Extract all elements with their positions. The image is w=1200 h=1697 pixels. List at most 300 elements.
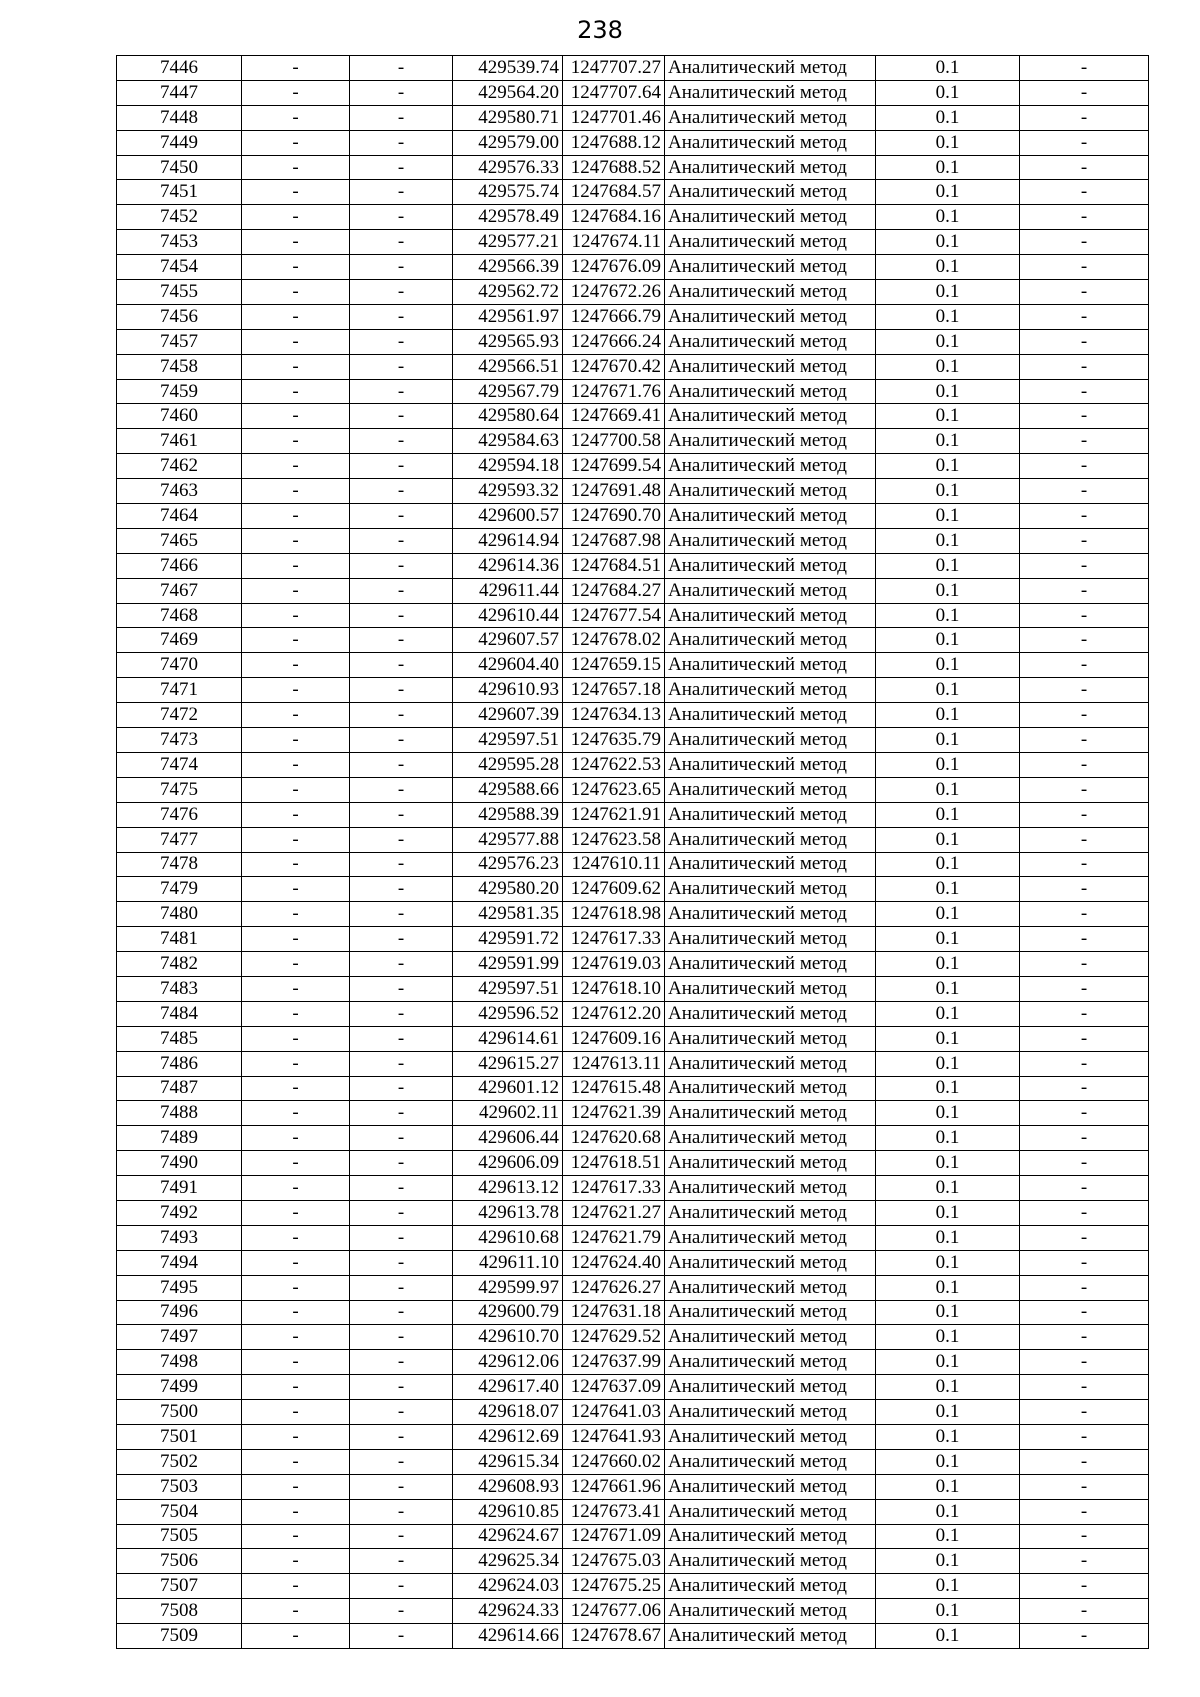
x-coordinate: 429601.12 [453, 1076, 563, 1101]
accuracy: 0.1 [876, 56, 1020, 81]
y-coordinate: 1247619.03 [563, 952, 665, 977]
method: Аналитический метод [665, 1549, 876, 1574]
table-row [117, 1250, 1149, 1275]
cell-col2: - [242, 976, 350, 1001]
y-coordinate: 1247637.09 [563, 1375, 665, 1400]
accuracy: 0.1 [876, 777, 1020, 802]
accuracy: 0.1 [876, 703, 1020, 728]
cell-col2: - [242, 1126, 350, 1151]
x-coordinate: 429580.20 [453, 877, 563, 902]
cell-col2: - [242, 1026, 350, 1051]
cell-col3: - [350, 1449, 453, 1474]
method: Аналитический метод [665, 1126, 876, 1151]
table-row [117, 1424, 1149, 1449]
accuracy: 0.1 [876, 728, 1020, 753]
coordinates-table-body [117, 56, 1149, 1649]
cell-col3: - [350, 802, 453, 827]
y-coordinate: 1247631.18 [563, 1300, 665, 1325]
method: Аналитический метод [665, 1076, 876, 1101]
accuracy: 0.1 [876, 1499, 1020, 1524]
x-coordinate: 429562.72 [453, 280, 563, 305]
table-row [117, 80, 1149, 105]
x-coordinate: 429604.40 [453, 653, 563, 678]
accuracy: 0.1 [876, 354, 1020, 379]
table-row [117, 603, 1149, 628]
y-coordinate: 1247666.79 [563, 304, 665, 329]
method: Аналитический метод [665, 1350, 876, 1375]
cell-col3: - [350, 1051, 453, 1076]
x-coordinate: 429600.57 [453, 504, 563, 529]
cell-col2: - [242, 728, 350, 753]
method: Аналитический метод [665, 205, 876, 230]
cell-col8: - [1020, 1275, 1149, 1300]
cell-col8: - [1020, 653, 1149, 678]
point-number: 7448 [117, 105, 242, 130]
x-coordinate: 429577.88 [453, 827, 563, 852]
point-number: 7456 [117, 304, 242, 329]
method: Аналитический метод [665, 1101, 876, 1126]
cell-col8: - [1020, 1250, 1149, 1275]
cell-col8: - [1020, 56, 1149, 81]
cell-col8: - [1020, 927, 1149, 952]
accuracy: 0.1 [876, 155, 1020, 180]
method: Аналитический метод [665, 1026, 876, 1051]
cell-col3: - [350, 1176, 453, 1201]
table-row [117, 927, 1149, 952]
cell-col2: - [242, 578, 350, 603]
table-row [117, 379, 1149, 404]
point-number: 7501 [117, 1424, 242, 1449]
cell-col2: - [242, 1101, 350, 1126]
point-number: 7499 [117, 1375, 242, 1400]
cell-col8: - [1020, 1076, 1149, 1101]
cell-col3: - [350, 155, 453, 180]
cell-col3: - [350, 678, 453, 703]
cell-col2: - [242, 180, 350, 205]
y-coordinate: 1247699.54 [563, 454, 665, 479]
x-coordinate: 429567.79 [453, 379, 563, 404]
cell-col3: - [350, 827, 453, 852]
cell-col3: - [350, 628, 453, 653]
table-row [117, 1400, 1149, 1425]
y-coordinate: 1247684.16 [563, 205, 665, 230]
cell-col3: - [350, 1574, 453, 1599]
y-coordinate: 1247678.67 [563, 1624, 665, 1649]
cell-col8: - [1020, 80, 1149, 105]
y-coordinate: 1247618.51 [563, 1151, 665, 1176]
table-row [117, 678, 1149, 703]
cell-col3: - [350, 1474, 453, 1499]
cell-col3: - [350, 1076, 453, 1101]
x-coordinate: 429614.61 [453, 1026, 563, 1051]
cell-col8: - [1020, 902, 1149, 927]
cell-col3: - [350, 1599, 453, 1624]
cell-col2: - [242, 802, 350, 827]
cell-col8: - [1020, 1624, 1149, 1649]
accuracy: 0.1 [876, 553, 1020, 578]
method: Аналитический метод [665, 329, 876, 354]
cell-col8: - [1020, 504, 1149, 529]
method: Аналитический метод [665, 1599, 876, 1624]
method: Аналитический метод [665, 528, 876, 553]
cell-col3: - [350, 1350, 453, 1375]
method: Аналитический метод [665, 877, 876, 902]
cell-col2: - [242, 927, 350, 952]
cell-col8: - [1020, 1474, 1149, 1499]
cell-col2: - [242, 1001, 350, 1026]
cell-col2: - [242, 255, 350, 280]
x-coordinate: 429596.52 [453, 1001, 563, 1026]
method: Аналитический метод [665, 1051, 876, 1076]
cell-col3: - [350, 952, 453, 977]
point-number: 7491 [117, 1176, 242, 1201]
method: Аналитический метод [665, 1300, 876, 1325]
accuracy: 0.1 [876, 180, 1020, 205]
table-row [117, 56, 1149, 81]
y-coordinate: 1247707.27 [563, 56, 665, 81]
table-row [117, 653, 1149, 678]
point-number: 7462 [117, 454, 242, 479]
point-number: 7509 [117, 1624, 242, 1649]
x-coordinate: 429617.40 [453, 1375, 563, 1400]
y-coordinate: 1247671.76 [563, 379, 665, 404]
point-number: 7506 [117, 1549, 242, 1574]
cell-col2: - [242, 56, 350, 81]
cell-col2: - [242, 653, 350, 678]
x-coordinate: 429578.49 [453, 205, 563, 230]
table-row [117, 777, 1149, 802]
y-coordinate: 1247666.24 [563, 329, 665, 354]
y-coordinate: 1247684.51 [563, 553, 665, 578]
y-coordinate: 1247618.10 [563, 976, 665, 1001]
cell-col8: - [1020, 230, 1149, 255]
cell-col8: - [1020, 1200, 1149, 1225]
cell-col8: - [1020, 528, 1149, 553]
cell-col3: - [350, 902, 453, 927]
accuracy: 0.1 [876, 802, 1020, 827]
x-coordinate: 429624.03 [453, 1574, 563, 1599]
y-coordinate: 1247659.15 [563, 653, 665, 678]
cell-col2: - [242, 205, 350, 230]
cell-col8: - [1020, 304, 1149, 329]
y-coordinate: 1247687.98 [563, 528, 665, 553]
x-coordinate: 429575.74 [453, 180, 563, 205]
point-number: 7466 [117, 553, 242, 578]
table-row [117, 504, 1149, 529]
cell-col8: - [1020, 578, 1149, 603]
x-coordinate: 429591.72 [453, 927, 563, 952]
method: Аналитический метод [665, 1176, 876, 1201]
point-number: 7498 [117, 1350, 242, 1375]
cell-col2: - [242, 1200, 350, 1225]
cell-col8: - [1020, 1524, 1149, 1549]
point-number: 7495 [117, 1275, 242, 1300]
cell-col3: - [350, 1300, 453, 1325]
point-number: 7504 [117, 1499, 242, 1524]
point-number: 7479 [117, 877, 242, 902]
point-number: 7508 [117, 1599, 242, 1624]
cell-col2: - [242, 703, 350, 728]
method: Аналитический метод [665, 1325, 876, 1350]
table-row [117, 429, 1149, 454]
accuracy: 0.1 [876, 1574, 1020, 1599]
accuracy: 0.1 [876, 902, 1020, 927]
point-number: 7447 [117, 80, 242, 105]
cell-col3: - [350, 1001, 453, 1026]
accuracy: 0.1 [876, 1225, 1020, 1250]
x-coordinate: 429614.94 [453, 528, 563, 553]
accuracy: 0.1 [876, 230, 1020, 255]
cell-col8: - [1020, 280, 1149, 305]
cell-col8: - [1020, 703, 1149, 728]
cell-col2: - [242, 1599, 350, 1624]
table-row [117, 205, 1149, 230]
cell-col8: - [1020, 1325, 1149, 1350]
cell-col3: - [350, 1624, 453, 1649]
point-number: 7472 [117, 703, 242, 728]
method: Аналитический метод [665, 578, 876, 603]
cell-col3: - [350, 429, 453, 454]
cell-col2: - [242, 280, 350, 305]
y-coordinate: 1247677.06 [563, 1599, 665, 1624]
accuracy: 0.1 [876, 1176, 1020, 1201]
cell-col2: - [242, 329, 350, 354]
accuracy: 0.1 [876, 1275, 1020, 1300]
point-number: 7478 [117, 852, 242, 877]
cell-col3: - [350, 1225, 453, 1250]
accuracy: 0.1 [876, 404, 1020, 429]
method: Аналитический метод [665, 1275, 876, 1300]
x-coordinate: 429576.33 [453, 155, 563, 180]
page-number: 238 [577, 16, 623, 44]
cell-col3: - [350, 976, 453, 1001]
cell-col2: - [242, 1424, 350, 1449]
accuracy: 0.1 [876, 976, 1020, 1001]
cell-col3: - [350, 130, 453, 155]
x-coordinate: 429588.66 [453, 777, 563, 802]
point-number: 7487 [117, 1076, 242, 1101]
x-coordinate: 429606.44 [453, 1126, 563, 1151]
point-number: 7475 [117, 777, 242, 802]
cell-col3: - [350, 1400, 453, 1425]
x-coordinate: 429588.39 [453, 802, 563, 827]
table-row [117, 1176, 1149, 1201]
point-number: 7483 [117, 976, 242, 1001]
method: Аналитический метод [665, 1001, 876, 1026]
accuracy: 0.1 [876, 1126, 1020, 1151]
point-number: 7482 [117, 952, 242, 977]
method: Аналитический метод [665, 653, 876, 678]
table-row [117, 752, 1149, 777]
method: Аналитический метод [665, 678, 876, 703]
cell-col8: - [1020, 1599, 1149, 1624]
accuracy: 0.1 [876, 1051, 1020, 1076]
y-coordinate: 1247613.11 [563, 1051, 665, 1076]
cell-col3: - [350, 1499, 453, 1524]
x-coordinate: 429618.07 [453, 1400, 563, 1425]
x-coordinate: 429624.67 [453, 1524, 563, 1549]
cell-col8: - [1020, 752, 1149, 777]
cell-col3: - [350, 354, 453, 379]
y-coordinate: 1247701.46 [563, 105, 665, 130]
method: Аналитический метод [665, 976, 876, 1001]
table-row [117, 1225, 1149, 1250]
table-row [117, 728, 1149, 753]
cell-col2: - [242, 1076, 350, 1101]
method: Аналитический метод [665, 180, 876, 205]
table-row [117, 280, 1149, 305]
accuracy: 0.1 [876, 1026, 1020, 1051]
cell-col3: - [350, 553, 453, 578]
table-row [117, 255, 1149, 280]
accuracy: 0.1 [876, 429, 1020, 454]
x-coordinate: 429576.23 [453, 852, 563, 877]
y-coordinate: 1247620.68 [563, 1126, 665, 1151]
x-coordinate: 429561.97 [453, 304, 563, 329]
point-number: 7471 [117, 678, 242, 703]
point-number: 7503 [117, 1474, 242, 1499]
x-coordinate: 429579.00 [453, 130, 563, 155]
y-coordinate: 1247622.53 [563, 752, 665, 777]
table-row [117, 1101, 1149, 1126]
table-row [117, 354, 1149, 379]
cell-col8: - [1020, 1001, 1149, 1026]
cell-col2: - [242, 1400, 350, 1425]
y-coordinate: 1247700.58 [563, 429, 665, 454]
cell-col3: - [350, 255, 453, 280]
accuracy: 0.1 [876, 852, 1020, 877]
table-row [117, 105, 1149, 130]
accuracy: 0.1 [876, 653, 1020, 678]
accuracy: 0.1 [876, 927, 1020, 952]
point-number: 7505 [117, 1524, 242, 1549]
cell-col3: - [350, 777, 453, 802]
table-row [117, 404, 1149, 429]
point-number: 7492 [117, 1200, 242, 1225]
y-coordinate: 1247637.99 [563, 1350, 665, 1375]
y-coordinate: 1247634.13 [563, 703, 665, 728]
table-row [117, 1051, 1149, 1076]
cell-col3: - [350, 1375, 453, 1400]
cell-col3: - [350, 1524, 453, 1549]
point-number: 7489 [117, 1126, 242, 1151]
method: Аналитический метод [665, 603, 876, 628]
cell-col2: - [242, 852, 350, 877]
y-coordinate: 1247617.33 [563, 927, 665, 952]
cell-col8: - [1020, 952, 1149, 977]
accuracy: 0.1 [876, 1524, 1020, 1549]
accuracy: 0.1 [876, 1400, 1020, 1425]
table-row [117, 952, 1149, 977]
cell-col3: - [350, 752, 453, 777]
cell-col3: - [350, 205, 453, 230]
accuracy: 0.1 [876, 1300, 1020, 1325]
x-coordinate: 429600.79 [453, 1300, 563, 1325]
y-coordinate: 1247675.25 [563, 1574, 665, 1599]
cell-col8: - [1020, 802, 1149, 827]
y-coordinate: 1247641.93 [563, 1424, 665, 1449]
point-number: 7455 [117, 280, 242, 305]
x-coordinate: 429611.44 [453, 578, 563, 603]
point-number: 7449 [117, 130, 242, 155]
accuracy: 0.1 [876, 304, 1020, 329]
table-row [117, 230, 1149, 255]
cell-col2: - [242, 1275, 350, 1300]
cell-col8: - [1020, 728, 1149, 753]
y-coordinate: 1247671.09 [563, 1524, 665, 1549]
cell-col2: - [242, 1624, 350, 1649]
cell-col2: - [242, 230, 350, 255]
cell-col3: - [350, 404, 453, 429]
point-number: 7480 [117, 902, 242, 927]
cell-col2: - [242, 1524, 350, 1549]
x-coordinate: 429591.99 [453, 952, 563, 977]
method: Аналитический метод [665, 56, 876, 81]
point-number: 7459 [117, 379, 242, 404]
cell-col3: - [350, 1026, 453, 1051]
cell-col8: - [1020, 1574, 1149, 1599]
y-coordinate: 1247678.02 [563, 628, 665, 653]
table-row [117, 578, 1149, 603]
table-row [117, 1350, 1149, 1375]
point-number: 7473 [117, 728, 242, 753]
method: Аналитический метод [665, 354, 876, 379]
cell-col8: - [1020, 976, 1149, 1001]
cell-col3: - [350, 280, 453, 305]
y-coordinate: 1247661.96 [563, 1474, 665, 1499]
point-number: 7453 [117, 230, 242, 255]
y-coordinate: 1247610.11 [563, 852, 665, 877]
y-coordinate: 1247629.52 [563, 1325, 665, 1350]
point-number: 7457 [117, 329, 242, 354]
y-coordinate: 1247674.11 [563, 230, 665, 255]
y-coordinate: 1247615.48 [563, 1076, 665, 1101]
x-coordinate: 429611.10 [453, 1250, 563, 1275]
table-row [117, 1126, 1149, 1151]
y-coordinate: 1247618.98 [563, 902, 665, 927]
method: Аналитический метод [665, 952, 876, 977]
cell-col8: - [1020, 827, 1149, 852]
accuracy: 0.1 [876, 603, 1020, 628]
y-coordinate: 1247609.62 [563, 877, 665, 902]
point-number: 7488 [117, 1101, 242, 1126]
table-row [117, 802, 1149, 827]
cell-col2: - [242, 827, 350, 852]
point-number: 7470 [117, 653, 242, 678]
cell-col8: - [1020, 479, 1149, 504]
accuracy: 0.1 [876, 205, 1020, 230]
cell-col3: - [350, 56, 453, 81]
point-number: 7450 [117, 155, 242, 180]
cell-col3: - [350, 80, 453, 105]
table-row [117, 976, 1149, 1001]
x-coordinate: 429613.12 [453, 1176, 563, 1201]
accuracy: 0.1 [876, 1624, 1020, 1649]
cell-col8: - [1020, 155, 1149, 180]
cell-col2: - [242, 1250, 350, 1275]
x-coordinate: 429565.93 [453, 329, 563, 354]
cell-col2: - [242, 1151, 350, 1176]
x-coordinate: 429566.39 [453, 255, 563, 280]
cell-col8: - [1020, 678, 1149, 703]
y-coordinate: 1247621.91 [563, 802, 665, 827]
method: Аналитический метод [665, 280, 876, 305]
cell-col8: - [1020, 1176, 1149, 1201]
x-coordinate: 429615.27 [453, 1051, 563, 1076]
y-coordinate: 1247677.54 [563, 603, 665, 628]
method: Аналитический метод [665, 1424, 876, 1449]
point-number: 7484 [117, 1001, 242, 1026]
